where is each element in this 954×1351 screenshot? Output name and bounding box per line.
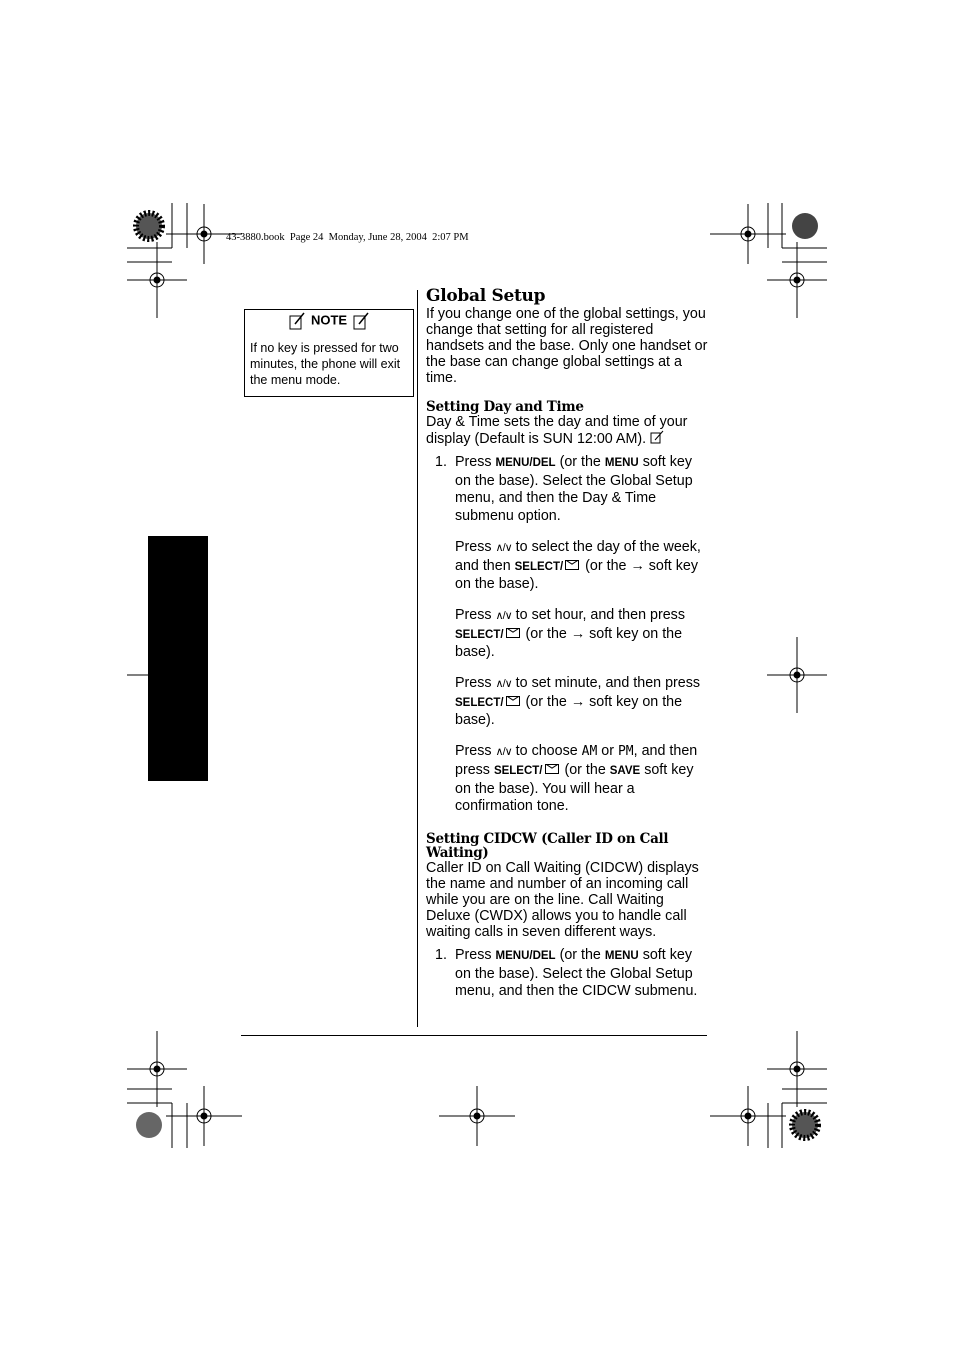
up-down-arrows-icon: ∧/∨	[495, 541, 512, 554]
right-arrow-icon: →	[630, 557, 645, 574]
day-time-step-1: 1. Press MENU/DEL (or the MENU soft key on the base). Select the Global Setup menu, and then the Day & Time submenu option.	[435, 454, 693, 525]
section-tab	[148, 536, 208, 781]
select-key: SELECT/	[455, 696, 504, 709]
note-box	[244, 309, 414, 397]
envelope-icon	[565, 560, 579, 570]
cidcw-intro: Caller ID on Call Waiting (CIDCW) displays the name and number of an incoming call while you are on the line. Call Waiting Deluxe (CWDX) allows you to handle call waiting calls in seven different ways.	[426, 859, 699, 940]
envelope-icon	[506, 696, 520, 706]
ampm-paragraph: Press ∧/∨ to choose AM or PM, and then press SELECT/ (or the SAVE soft key on the base). You will hear a confirmation tone.	[455, 743, 698, 815]
select-key: SELECT/	[493, 764, 543, 777]
menu-del-key: MENU/DEL	[495, 949, 556, 962]
cidcw-step-1: 1. Press MENU/DEL (or the MENU soft key on the base). Select the Global Setup menu, and then the CIDCW submenu.	[435, 946, 698, 1000]
up-down-arrows-icon: ∧/∨	[495, 609, 512, 622]
print-header: 43-3880.book Page 24 Monday, June 28, 2004 2:07 PM	[226, 232, 469, 243]
up-down-arrows-icon: ∧/∨	[495, 678, 512, 691]
envelope-icon	[545, 764, 559, 774]
envelope-icon	[506, 628, 520, 638]
menu-key: MENU	[604, 457, 639, 469]
save-key: SAVE	[609, 764, 641, 777]
note-text: If no key is pressed for two minutes, the phone will exit the menu mode.	[250, 341, 401, 387]
pm-display-text: PM	[617, 744, 634, 760]
menu-del-key: MENU/DEL	[495, 457, 556, 469]
am-display-text: AM	[581, 744, 598, 760]
hour-paragraph: Press ∧/∨ to set hour, and then press SELECT/ (or the → soft key on the base).	[455, 606, 685, 661]
section-title: Global Setup	[426, 286, 546, 306]
note-header	[245, 312, 413, 330]
right-arrow-icon: →	[570, 625, 586, 642]
day-paragraph: Press ∧/∨ to select the day of the week, and then SELECT/ (or the → soft key on the base).	[455, 538, 701, 593]
right-arrow-icon: →	[570, 693, 586, 710]
footer-rule	[241, 1035, 707, 1036]
select-key: SELECT/	[455, 628, 504, 641]
note-pencil-icon	[353, 312, 369, 330]
minute-paragraph: Press ∧/∨ to set minute, and then press SELECT/ (or the → soft key on the base).	[455, 675, 701, 729]
global-setup-intro: If you change one of the global settings, you change that setting for all registered handsets and the base. Only one handset or the base can change global settings at a time.	[426, 306, 708, 386]
note-label: NOTE	[310, 312, 348, 328]
cidcw-heading: Setting CIDCW (Caller ID on Call Waiting)	[426, 830, 669, 861]
main-column	[426, 286, 710, 1001]
day-time-heading: Setting Day and Time	[426, 399, 584, 415]
note-pencil-icon	[650, 430, 664, 444]
note-pencil-icon	[289, 312, 305, 330]
day-time-intro: Day & Time sets the day and time of your display (Default is SUN 12:00 AM).	[426, 414, 688, 447]
up-down-arrows-icon: ∧/∨	[495, 746, 512, 759]
select-key: SELECT/	[514, 560, 564, 573]
menu-key: MENU	[604, 949, 639, 962]
column-divider	[417, 290, 418, 1027]
